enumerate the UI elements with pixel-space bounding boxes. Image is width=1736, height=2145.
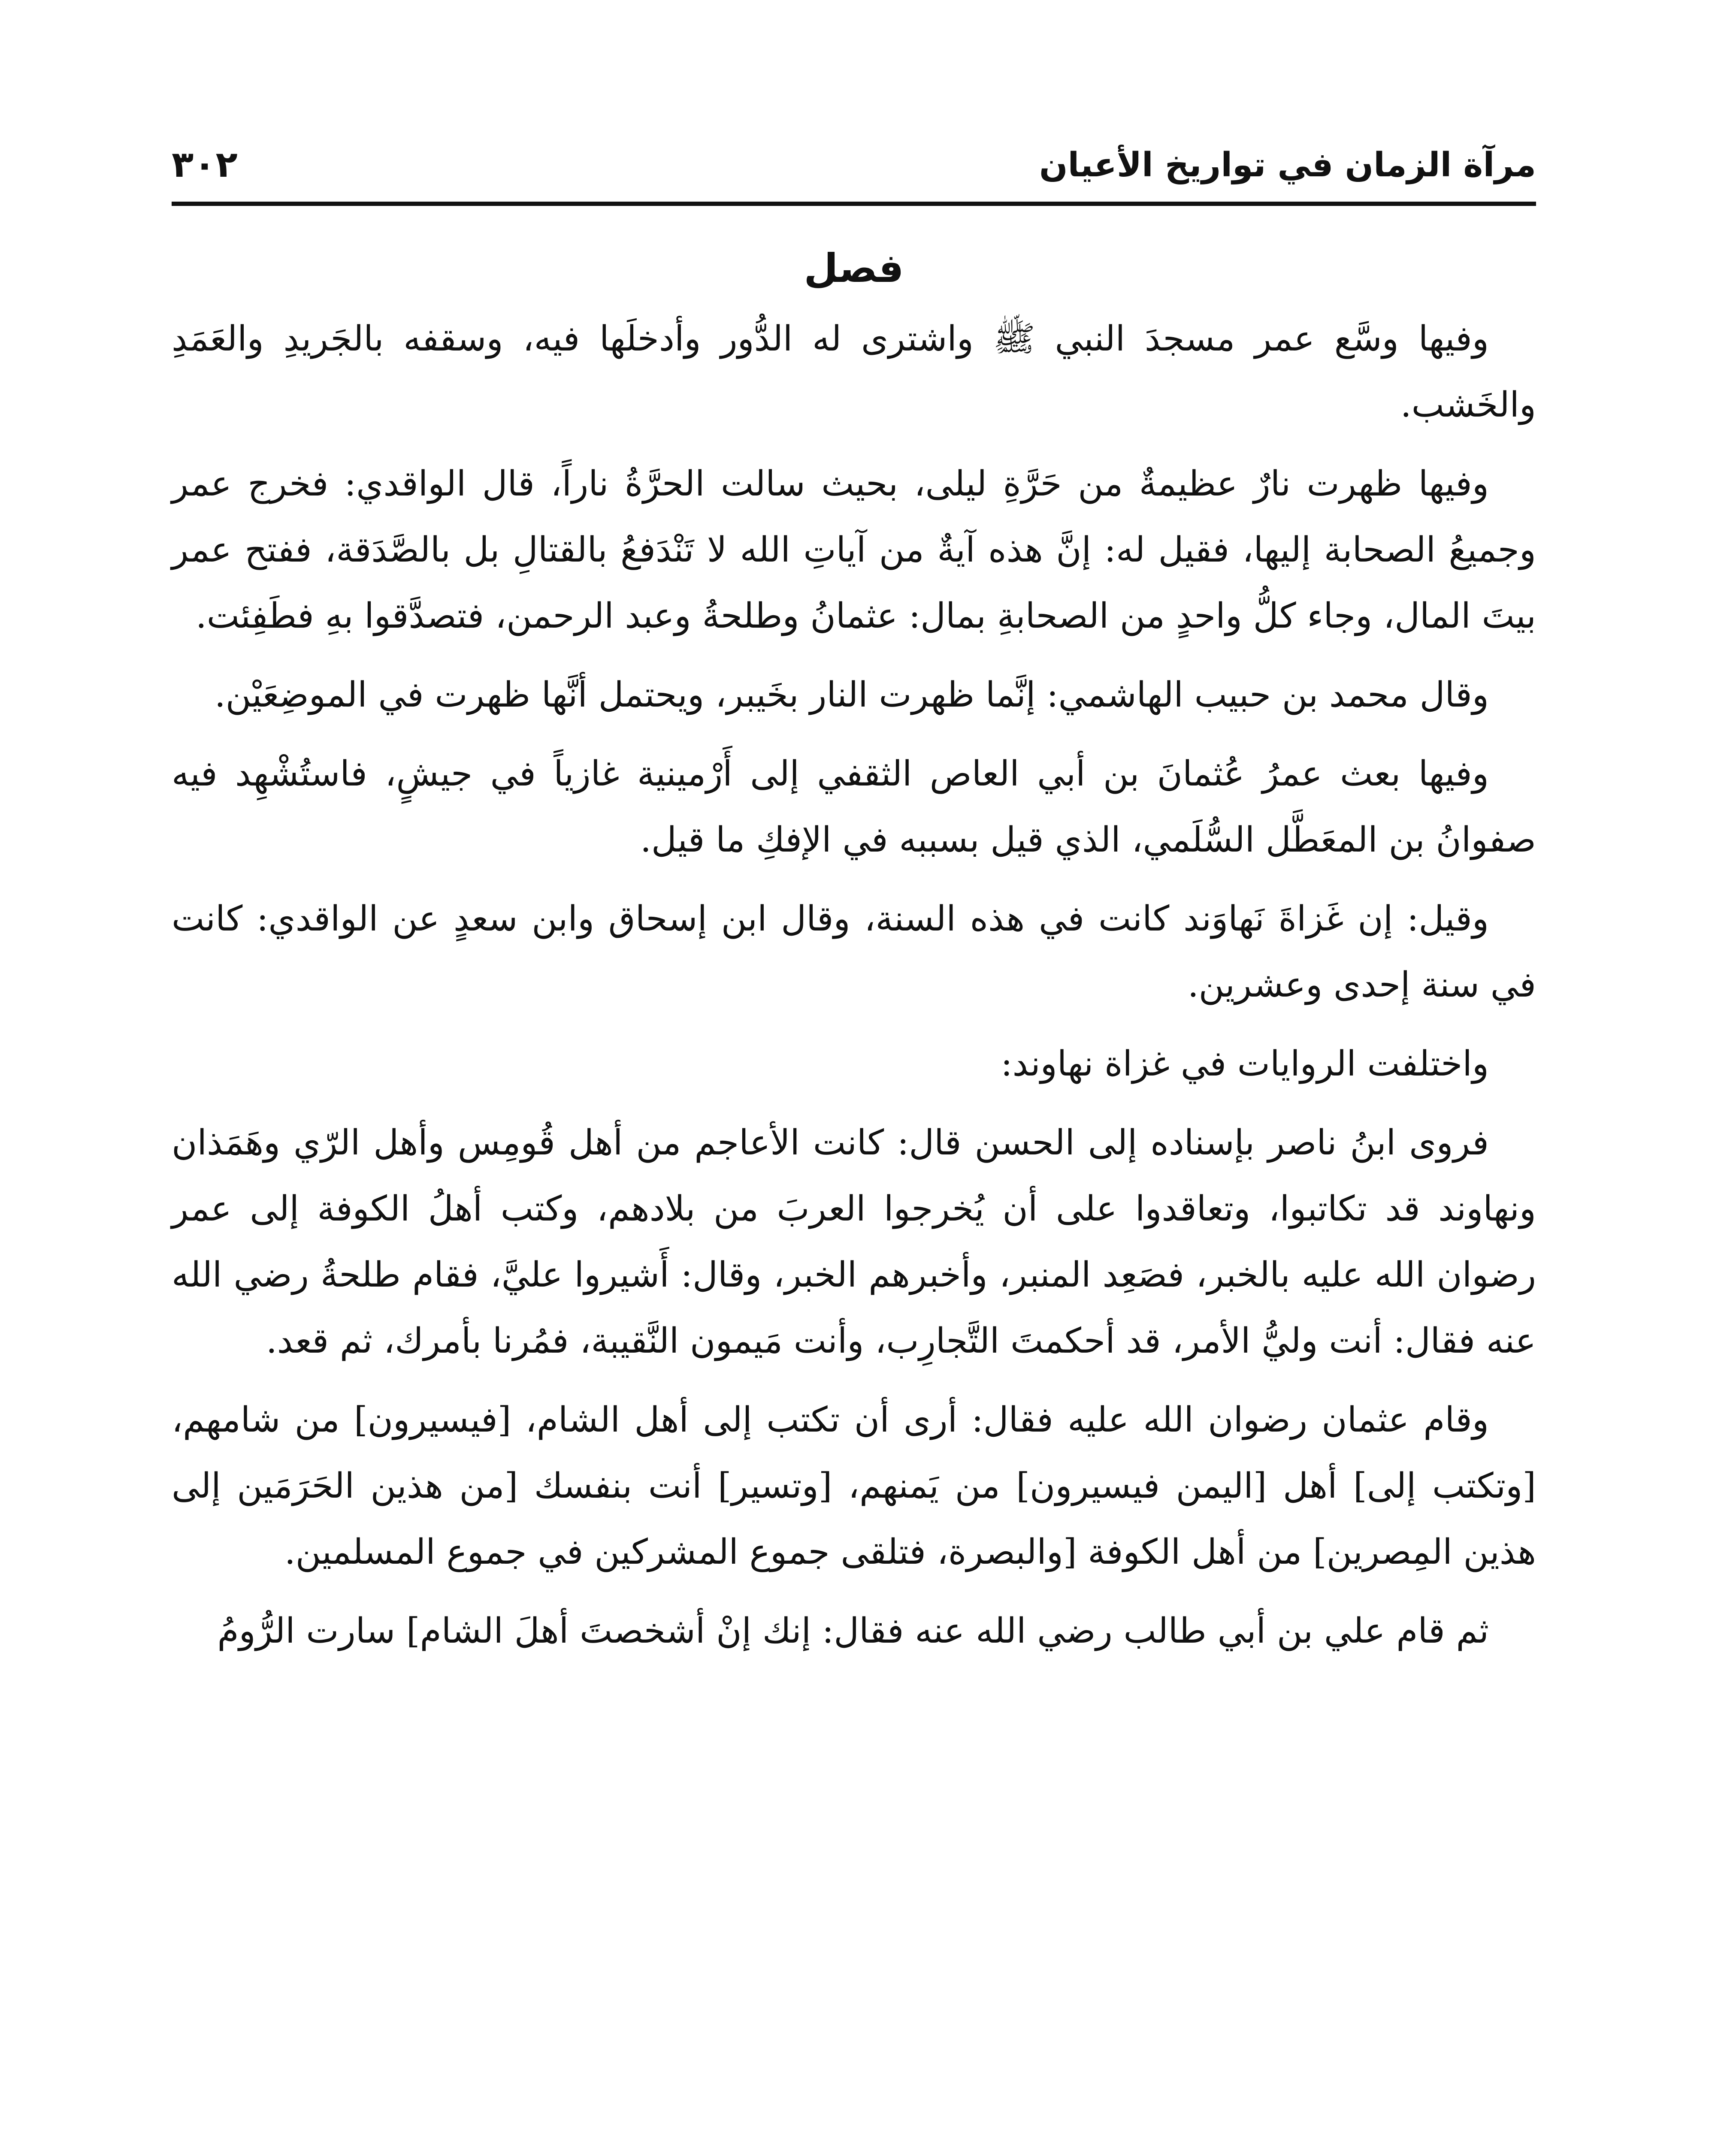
- running-title: مرآة الزمان في تواريخ الأعيان: [1039, 146, 1536, 184]
- running-header: [172, 129, 1536, 206]
- paragraph: فروى ابنُ ناصر بإسناده إلى الحسن قال: كانت الأعاجم من أهل قُومِس وأهل الرّي وهَمَذان ونهاوند قد تكاتبوا، وتعاقدوا على أن يُخرجوا العربَ من بلادهم، وكتب أهلُ الكوفة إلى عمر رضوان الله عليه بالخبر، فصَعِد المنبر، وأخبرهم الخبر، وقال: أَشيروا عليَّ، فقام طلحةُ رضي الله عنه فقال: أنت وليُّ الأمر، قد أحكمتَ التَّجارِب، وأنت مَيمون النَّقيبة، فمُرنا بأمرك، ثم قعد.: [172, 1123, 1536, 1361]
- book-page: [172, 129, 1536, 1677]
- paragraph: وقيل: إن غَزاةَ نَهاوَند كانت في هذه السنة، وقال ابن إسحاق وابن سعدٍ عن الواقدي: كانت في سنة إحدى وعشرين.: [172, 899, 1536, 1005]
- page-number: ٣٠٢: [172, 143, 238, 185]
- paragraph: وفيها وسَّع عمر مسجدَ النبي ﷺ واشترى له الدُّور وأدخلَها فيه، وسقفه بالجَريدِ والعَمَدِ والخَشب.: [172, 319, 1536, 425]
- paragraph: وقام عثمان رضوان الله عليه فقال: أرى أن تكتب إلى أهل الشام، [فيسيرون] من شامهم، [وتكتب إلى] أهل [اليمن فيسيرون] من يَمنهم، [وتسير] أنت بنفسك [من هذين الحَرَمَين إلى هذين المِصرين] من أهل الكوفة [والبصرة، فتلقى جموع المشركين في جموع المسلمين.: [172, 1400, 1536, 1572]
- paragraph: وفيها ظهرت نارٌ عظيمةٌ من حَرَّةِ ليلى، بحيث سالت الحرَّةُ ناراً، قال الواقدي: فخرج عمر وجميعُ الصحابة إليها، فقيل له: إنَّ هذه آيةٌ من آياتِ الله لا تَنْدَفعُ بالقتالِ بل بالصَّدَقة، ففتح عمر بيتَ المال، وجاء كلُّ واحدٍ من الصحابةِ بمال: عثمانُ وطلحةُ وعبد الرحمن، فتصدَّقوا بهِ فطَفِئت.: [172, 464, 1536, 636]
- text-body: [172, 306, 1536, 1664]
- paragraph: واختلفت الروايات في غزاة نهاوند:: [1001, 1044, 1489, 1084]
- paragraph: ثم قام علي بن أبي طالب رضي الله عنه فقال: إنك إنْ أشخصتَ أهلَ الشام] سارت الرُّومُ: [217, 1611, 1489, 1651]
- paragraph: وقال محمد بن حبيب الهاشمي: إنَّما ظهرت النار بخَيبر، ويحتمل أنَّها ظهرت في الموضِعَيْن.: [215, 675, 1489, 715]
- section-heading: فصل: [804, 245, 904, 291]
- paragraph: وفيها بعث عمرُ عُثمانَ بن أبي العاص الثقفي إلى أَرْمينية غازياً في جيشٍ، فاستُشْهِد فيه صفوانُ بن المعَطَّل السُّلَمي، الذي قيل بسببه في الإفكِ ما قيل.: [172, 754, 1536, 860]
